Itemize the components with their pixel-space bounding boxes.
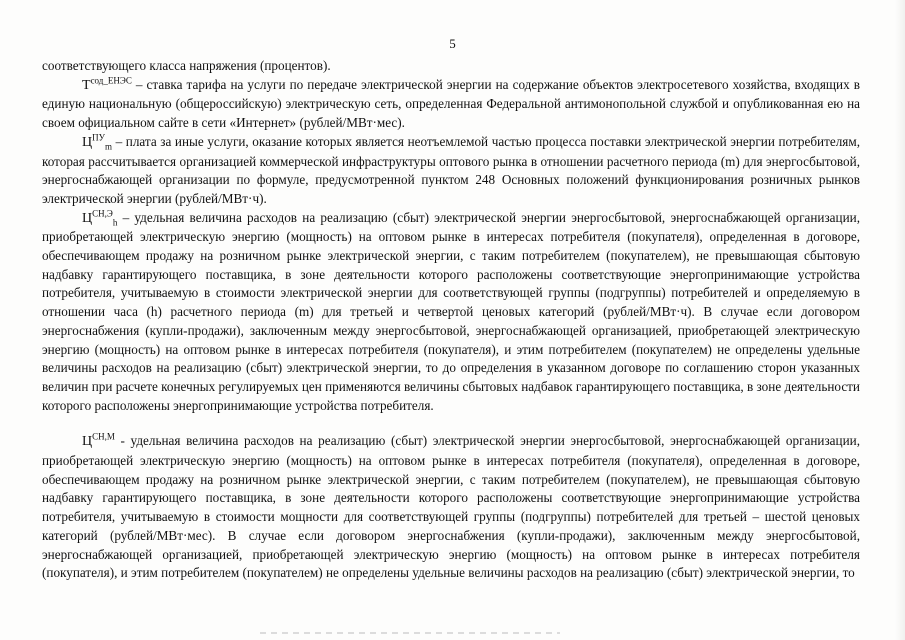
paragraph-text: – плата за иные услуги, оказание которых является неотъемлемой частью процесса поставки электрической энергии потребителям, которая рассчитывается организацией коммерческой инфраструктуры оптового рынка в отношении расчетного периода (m) для энергосбытовой, энергоснабжающей организации по формуле, предусмотренной пунктом 248 Основных положений функционирования розничных рынков электрической энергии (рублей/МВт·ч). xyxy=(42,133,860,206)
paragraph-text: - удельная величина расходов на реализацию (сбыт) электрической энергии энергосбытовой, энергоснабжающей организации, приобретающей электрическую энергию (мощность) на оптовом рынке в интересах потребителя (покупателя), определенная в договоре, обеспечивающем продажу на розничном рынке электрической энергии, с таким потребителем (покупателем), не превышающая сбытовую надбавку гарантирующего поставщика, в зоне деятельности которого расположены соответствующие энергопринимающие устройства потребителя, учитываемую в стоимости мощности для соответствующей группы (подгруппы) потребителей для третьей – шестой ценовых категорий (рублей/МВт·мес). В случае если договором энергоснабжения (купли-продажи), заключенным между энергосбытовой, энергоснабжающей организацией, приобретающей электрическую энергию (мощность) на оптовом рынке в интересах потребителя (покупателя), и этим потребителем (покупателем) не определены удельные величины расходов на реализацию (сбыт) электрической энергии, то xyxy=(42,433,860,581)
page-number: 5 xyxy=(449,36,456,51)
paragraph-capacity-sales-cost-definition xyxy=(42,432,860,583)
paragraph-other-services-definition xyxy=(42,133,860,209)
paragraph-tariff-definition xyxy=(42,76,860,133)
scan-artifact-line xyxy=(260,632,560,634)
paragraph-text: – удельная величина расходов на реализацию (сбыт) электрической энергии энергосбытовой, энергоснабжающей организации, приобретающей электрическую энергию (мощность) на оптовом рынке в интересах потребителя (покупателя), определенная в договоре, обеспечивающем продажу на розничном рынке электрической энергии, с таким потребителем (покупателем), не превышающая сбытовую надбавку гарантирующего поставщика, в зоне деятельности которого расположены соответствующие энергопринимающие устройства потребителя, учитываемую в стоимости электрической энергии для соответствующей группы (подгруппы) потребителей и определяемую в отношении часа (h) расчетного периода (m) для третьей и четвертой ценовых категорий (рублей/МВт·ч). В случае если договором энергоснабжения (купли-продажи), заключенным между энергосбытовой, энергоснабжающей организацией, приобретающей электрическую энергию (мощность) на оптовом рынке в интересах потребителя (покупателя), и этим потребителем (покупателем) не определены удельные величины расходов на реализацию (сбыт) электрической энергии, то до определения в указанном договоре по соглашению сторон указанных величин при расчете конечных регулируемых цен применяются величины сбытовых надбавок гарантирующего поставщика, в зоне деятельности которого расположены энергопринимающие устройства потребителя. xyxy=(42,209,860,413)
paragraph-continuation xyxy=(42,57,860,76)
paragraph-text: – ставка тарифа на услуги по передаче электрической энергии на содержание объектов электросетевого хозяйства, входящих в единую национальную (общероссийскую) электрическую сеть, определенная Федеральной антимонопольной службой и опубликованная ею на своем официальном сайте в сети «Интернет» (рублей/МВт·мес). xyxy=(42,76,860,131)
formula-superscript: СН,М xyxy=(92,431,115,442)
document-body xyxy=(42,57,860,583)
formula-superscript: СН,Э xyxy=(92,208,113,219)
formula-symbol: Ц xyxy=(82,210,93,226)
formula-symbol: Ц xyxy=(82,134,93,150)
scan-edge-shadow xyxy=(895,0,905,640)
paragraph-energy-sales-cost-definition xyxy=(42,209,860,416)
formula-symbol: Т xyxy=(82,77,91,93)
paragraph-text: соответствующего класса напряжения (процентов). xyxy=(42,58,331,73)
formula-superscript: ПУ xyxy=(92,132,105,143)
formula-subscript: m xyxy=(105,141,113,152)
formula-subscript: h xyxy=(112,217,118,228)
paragraph-spacer xyxy=(42,415,860,432)
formula-superscript: сод_ЕНЭС xyxy=(90,75,132,86)
formula-symbol: Ц xyxy=(82,434,93,450)
